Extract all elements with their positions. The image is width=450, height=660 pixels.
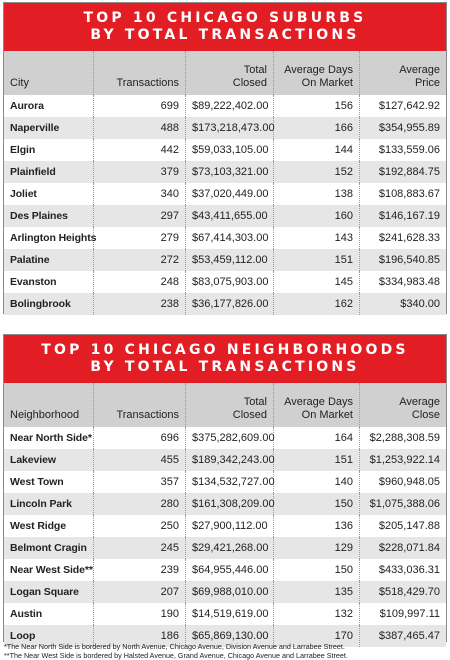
row-transactions: 696 bbox=[94, 427, 186, 449]
table-row bbox=[4, 427, 446, 449]
row-days-on-market: 151 bbox=[274, 449, 360, 471]
row-total-closed: $64,955,446.00 bbox=[186, 559, 274, 581]
row-days-on-market: 164 bbox=[274, 427, 360, 449]
row-average: $1,075,388.06 bbox=[369, 498, 440, 510]
row-days-on-market: 135 bbox=[274, 581, 360, 603]
row-average: $334,983.48 bbox=[378, 276, 440, 288]
row-name: Aurora bbox=[4, 95, 94, 117]
row-transactions: 186 bbox=[94, 625, 186, 647]
footnotes bbox=[4, 642, 448, 660]
header-average-close: Average Close bbox=[399, 396, 440, 421]
row-total-closed: $27,900,112.00 bbox=[186, 515, 274, 537]
row-total-closed: $37,020,449.00 bbox=[186, 183, 274, 205]
row-average: $387,465.47 bbox=[378, 630, 440, 642]
row-transactions: 699 bbox=[94, 95, 186, 117]
row-days-on-market: 166 bbox=[274, 117, 360, 139]
row-average: $518,429.70 bbox=[378, 586, 440, 598]
row-days-on-market: 129 bbox=[274, 537, 360, 559]
header-transactions: Transactions bbox=[94, 383, 186, 427]
table-row bbox=[4, 581, 446, 603]
row-days-on-market: 170 bbox=[274, 625, 360, 647]
row-average: $146,167.19 bbox=[378, 210, 440, 222]
table-row bbox=[4, 603, 446, 625]
row-name: Austin bbox=[4, 603, 94, 625]
row-name: Plainfield bbox=[4, 161, 94, 183]
row-name: Des Plaines bbox=[4, 205, 94, 227]
row-days-on-market: 151 bbox=[274, 249, 360, 271]
row-name: West Ridge bbox=[4, 515, 94, 537]
row-transactions: 245 bbox=[94, 537, 186, 559]
table-row bbox=[4, 249, 446, 271]
row-total-closed: $14,519,619.00 bbox=[186, 603, 274, 625]
table-row bbox=[4, 449, 446, 471]
row-days-on-market: 132 bbox=[274, 603, 360, 625]
row-transactions: 250 bbox=[94, 515, 186, 537]
header-total-closed: Total Closed bbox=[186, 383, 274, 427]
row-total-closed: $161,308,209.00 bbox=[186, 493, 274, 515]
row-transactions: 272 bbox=[94, 249, 186, 271]
row-transactions: 455 bbox=[94, 449, 186, 471]
row-transactions: 280 bbox=[94, 493, 186, 515]
table-row bbox=[4, 515, 446, 537]
table-row bbox=[4, 293, 446, 315]
header-neighborhood: Neighborhood bbox=[4, 383, 94, 427]
header-average-days-on-market: Average Days On Market bbox=[274, 51, 360, 95]
table-row bbox=[4, 559, 446, 581]
row-days-on-market: 152 bbox=[274, 161, 360, 183]
row-average: $205,147.88 bbox=[378, 520, 440, 532]
row-days-on-market: 150 bbox=[274, 493, 360, 515]
row-total-closed: $134,532,727.00 bbox=[186, 471, 274, 493]
row-transactions: 207 bbox=[94, 581, 186, 603]
row-total-closed: $73,103,321.00 bbox=[186, 161, 274, 183]
row-days-on-market: 150 bbox=[274, 559, 360, 581]
row-total-closed: $69,988,010.00 bbox=[186, 581, 274, 603]
row-total-closed: $65,869,130.00 bbox=[186, 625, 274, 647]
row-days-on-market: 145 bbox=[274, 271, 360, 293]
row-transactions: 357 bbox=[94, 471, 186, 493]
row-days-on-market: 162 bbox=[274, 293, 360, 315]
row-average: $960,948.05 bbox=[378, 476, 440, 488]
row-total-closed: $29,421,268.00 bbox=[186, 537, 274, 559]
row-transactions: 190 bbox=[94, 603, 186, 625]
row-transactions: 379 bbox=[94, 161, 186, 183]
row-total-closed: $67,414,303.00 bbox=[186, 227, 274, 249]
row-transactions: 297 bbox=[94, 205, 186, 227]
row-name: Lakeview bbox=[4, 449, 94, 471]
row-name: Bolingbrook bbox=[4, 293, 94, 315]
row-transactions: 248 bbox=[94, 271, 186, 293]
neighborhoods-table-body bbox=[4, 427, 446, 647]
row-transactions: 279 bbox=[94, 227, 186, 249]
row-name: Arlington Heights bbox=[4, 227, 94, 249]
row-transactions: 340 bbox=[94, 183, 186, 205]
header-average-price: Average Price bbox=[399, 64, 440, 89]
footnote-near-north-side: *The Near North Side is bordered by North Avenue, Chicago Avenue, Division Avenue and Larrabee Street. bbox=[4, 642, 345, 651]
row-total-closed: $43,411,655.00 bbox=[186, 205, 274, 227]
neighborhoods-header-row bbox=[4, 383, 446, 427]
suburbs-table-body bbox=[4, 95, 446, 315]
row-total-closed: $83,075,903.00 bbox=[186, 271, 274, 293]
row-total-closed: $173,218,473.00 bbox=[186, 117, 274, 139]
row-average: $108,883.67 bbox=[378, 188, 440, 200]
row-average: $354,955.89 bbox=[378, 122, 440, 134]
table-row bbox=[4, 493, 446, 515]
row-total-closed: $375,282,609.00 bbox=[186, 427, 274, 449]
row-name: West Town bbox=[4, 471, 94, 493]
row-average: $2,288,308.59 bbox=[369, 432, 440, 444]
row-days-on-market: 143 bbox=[274, 227, 360, 249]
row-total-closed: $53,459,112.00 bbox=[186, 249, 274, 271]
row-average: $196,540.85 bbox=[378, 254, 440, 266]
row-average: $192,884.75 bbox=[378, 166, 440, 178]
row-average: $340.00 bbox=[400, 298, 440, 310]
table-row bbox=[4, 205, 446, 227]
row-name: Near West Side** bbox=[4, 559, 94, 581]
suburbs-title-line-2: BY TOTAL TRANSACTIONS bbox=[90, 27, 360, 43]
table-row bbox=[4, 117, 446, 139]
suburbs-title-line-1: TOP 10 CHICAGO SUBURBS bbox=[83, 10, 367, 26]
neighborhoods-title-line-1: TOP 10 CHICAGO NEIGHBORHOODS bbox=[41, 342, 409, 358]
header-total-closed: Total Closed bbox=[186, 51, 274, 95]
row-days-on-market: 136 bbox=[274, 515, 360, 537]
row-average: $433,036.31 bbox=[378, 564, 440, 576]
suburbs-table-title bbox=[4, 3, 446, 51]
row-days-on-market: 140 bbox=[274, 471, 360, 493]
row-average: $228,071.84 bbox=[378, 542, 440, 554]
table-row bbox=[4, 227, 446, 249]
row-days-on-market: 144 bbox=[274, 139, 360, 161]
row-name: Elgin bbox=[4, 139, 94, 161]
row-days-on-market: 160 bbox=[274, 205, 360, 227]
row-transactions: 239 bbox=[94, 559, 186, 581]
row-average: $127,642.92 bbox=[378, 100, 440, 112]
row-name: Logan Square bbox=[4, 581, 94, 603]
row-total-closed: $89,222,402.00 bbox=[186, 95, 274, 117]
row-average: $1,253,922.14 bbox=[369, 454, 440, 466]
row-name: Joliet bbox=[4, 183, 94, 205]
table-row bbox=[4, 537, 446, 559]
suburbs-header-row bbox=[4, 51, 446, 95]
row-days-on-market: 138 bbox=[274, 183, 360, 205]
row-average: $133,559.06 bbox=[378, 144, 440, 156]
row-transactions: 488 bbox=[94, 117, 186, 139]
table-row bbox=[4, 95, 446, 117]
neighborhoods-title-line-2: BY TOTAL TRANSACTIONS bbox=[90, 359, 360, 375]
header-transactions: Transactions bbox=[94, 51, 186, 95]
table-row bbox=[4, 161, 446, 183]
table-row bbox=[4, 139, 446, 161]
row-total-closed: $36,177,826.00 bbox=[186, 293, 274, 315]
table-row bbox=[4, 471, 446, 493]
row-average: $109,997.11 bbox=[379, 608, 440, 620]
row-days-on-market: 156 bbox=[274, 95, 360, 117]
row-transactions: 442 bbox=[94, 139, 186, 161]
suburbs-table bbox=[3, 2, 447, 314]
footnote-near-west-side: **The Near West Side is bordered by Halsted Avenue, Grand Avenue, Chicago Avenue and Larrabee Street. bbox=[4, 651, 348, 660]
row-name: Belmont Cragin bbox=[4, 537, 94, 559]
table-row bbox=[4, 183, 446, 205]
row-name: Evanston bbox=[4, 271, 94, 293]
row-total-closed: $189,342,243.00 bbox=[186, 449, 274, 471]
table-row bbox=[4, 271, 446, 293]
neighborhoods-table bbox=[3, 334, 447, 642]
row-name: Loop bbox=[4, 625, 94, 647]
row-name: Naperville bbox=[4, 117, 94, 139]
neighborhoods-table-title bbox=[4, 335, 446, 383]
row-name: Lincoln Park bbox=[4, 493, 94, 515]
row-average: $241,628.33 bbox=[378, 232, 440, 244]
row-name: Near North Side* bbox=[4, 427, 94, 449]
header-city: City bbox=[4, 51, 94, 95]
row-total-closed: $59,033,105.00 bbox=[186, 139, 274, 161]
header-average-days-on-market: Average Days On Market bbox=[274, 383, 360, 427]
row-transactions: 238 bbox=[94, 293, 186, 315]
row-name: Palatine bbox=[4, 249, 94, 271]
